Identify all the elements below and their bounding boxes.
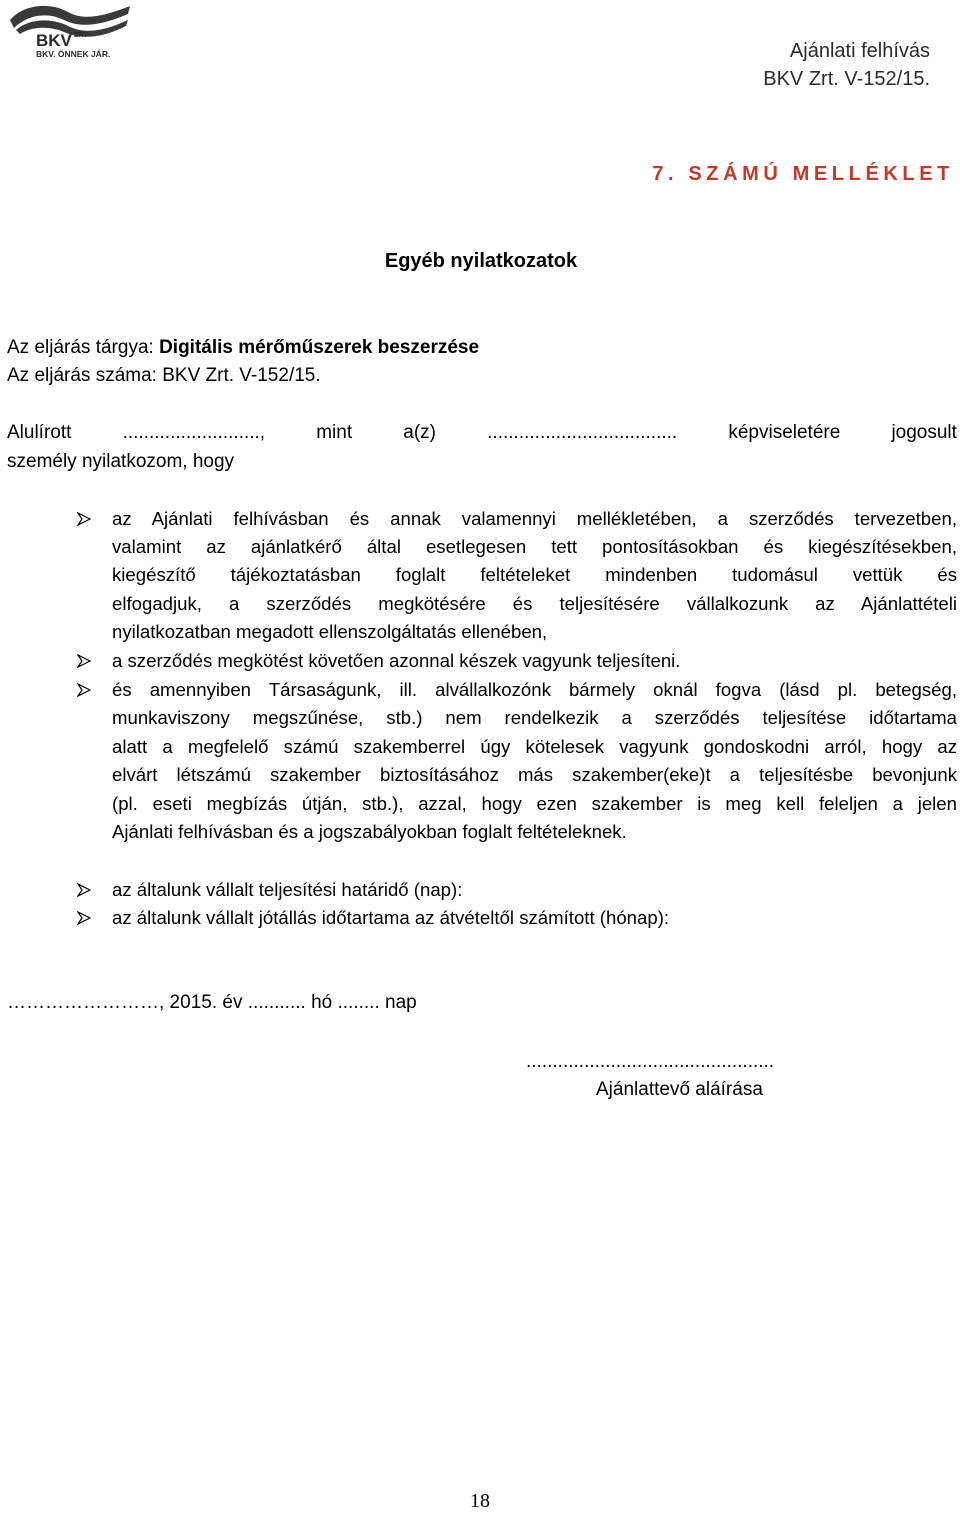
bullet-line: a szerződés megkötést követően azonnal készek vagyunk teljesíteni. — [112, 650, 681, 671]
intro-word: mint — [316, 422, 353, 443]
bullet-line: és amennyiben Társaságunk, ill. alvállalkozónk bármely oknál fogva (lásd pl. betegség, — [112, 679, 957, 700]
intro-line — [7, 419, 957, 447]
subject-value: Digitális mérőműszerek beszerzése — [159, 337, 480, 358]
blank-name-field: .........................., — [122, 422, 266, 443]
logo-brand: BKV — [36, 31, 72, 50]
bullet-line: az általunk vállalt jótállás időtartama az átvételtől számított (hónap): — [112, 907, 670, 928]
signature-label: Ajánlattevő aláírása — [596, 1079, 763, 1100]
intro-line-2: személy nyilatkozom, hogy — [7, 451, 235, 472]
header-doc-type: Ajánlati felhívás — [789, 40, 930, 62]
logo-superscript: ZRT — [74, 32, 88, 39]
bullet-line: az általunk vállalt teljesítési határidő (nap): — [112, 879, 463, 900]
logo-tagline: BKV. ÖNNEK JÁR. — [36, 49, 111, 59]
page-number: 18 — [470, 1490, 490, 1512]
date-line: ……………………, 2015. év ........... hó ........ nap — [7, 992, 417, 1013]
arrow-bullet-icon — [77, 911, 91, 925]
bullet-line: elfogadjuk, a szerződés megkötésére és teljesítésére vállalkozunk az Ajánlattételi — [112, 593, 957, 614]
bullet-line: az Ajánlati felhívásban és annak valamennyi mellékletében, a szerződés tervezetben, — [112, 508, 957, 529]
bkv-logo — [2, 0, 134, 62]
arrow-bullet-icon — [77, 512, 91, 526]
intro-word: a(z) — [403, 422, 437, 443]
annex-title: 7. SZÁMÚ MELLÉKLET — [652, 163, 954, 185]
subject-label: Az eljárás tárgya: — [7, 337, 160, 358]
intro-word: jogosult — [891, 422, 957, 443]
document-title: Egyéb nyilatkozatok — [384, 250, 578, 272]
bullet-line: kiegészítő tájékoztatásban foglalt feltételeket mindenben tudomásul vettük és — [112, 564, 957, 585]
signature-line: ............................................... — [526, 1051, 775, 1072]
blank-company-field: .................................... — [487, 422, 678, 443]
intro-word: képviseletére — [728, 422, 841, 443]
bullet-line: Ajánlati felhívásban és a jogszabályokban foglalt feltételeknek. — [112, 821, 627, 842]
procedure-subject — [7, 334, 479, 362]
bullet-line: nyilatkozatban megadott ellenszolgáltatás ellenében, — [112, 621, 548, 642]
arrow-bullet-icon — [77, 654, 91, 668]
header-doc-number: BKV Zrt. V-152/15. — [763, 68, 930, 90]
intro-word: Alulírott — [7, 422, 72, 443]
bullet-line: (pl. eseti megbízás útján, stb.), azzal, hogy ezen szakember is meg kell feleljen a jelen — [112, 793, 957, 814]
procedure-number: Az eljárás száma: BKV Zrt. V-152/15. — [7, 365, 321, 386]
bullet-line: alatt a megfelelő számú szakemberrel úgy kötelesek vagyunk gondoskodni arról, hogy az — [112, 736, 957, 757]
bullet-line: elvárt létszámú szakember biztosításához más szakember(eke)t a teljesítésbe bevonjunk — [112, 764, 957, 785]
bullet-line: munkaviszony megszűnése, stb.) nem rendelkezik a szerződés teljesítése időtartama — [112, 707, 957, 728]
arrow-bullet-icon — [77, 683, 91, 697]
arrow-bullet-icon — [77, 883, 91, 897]
bullet-line: valamint az ajánlatkérő által esetlegesen tett pontosításokban és kiegészítésekben, — [112, 536, 957, 557]
